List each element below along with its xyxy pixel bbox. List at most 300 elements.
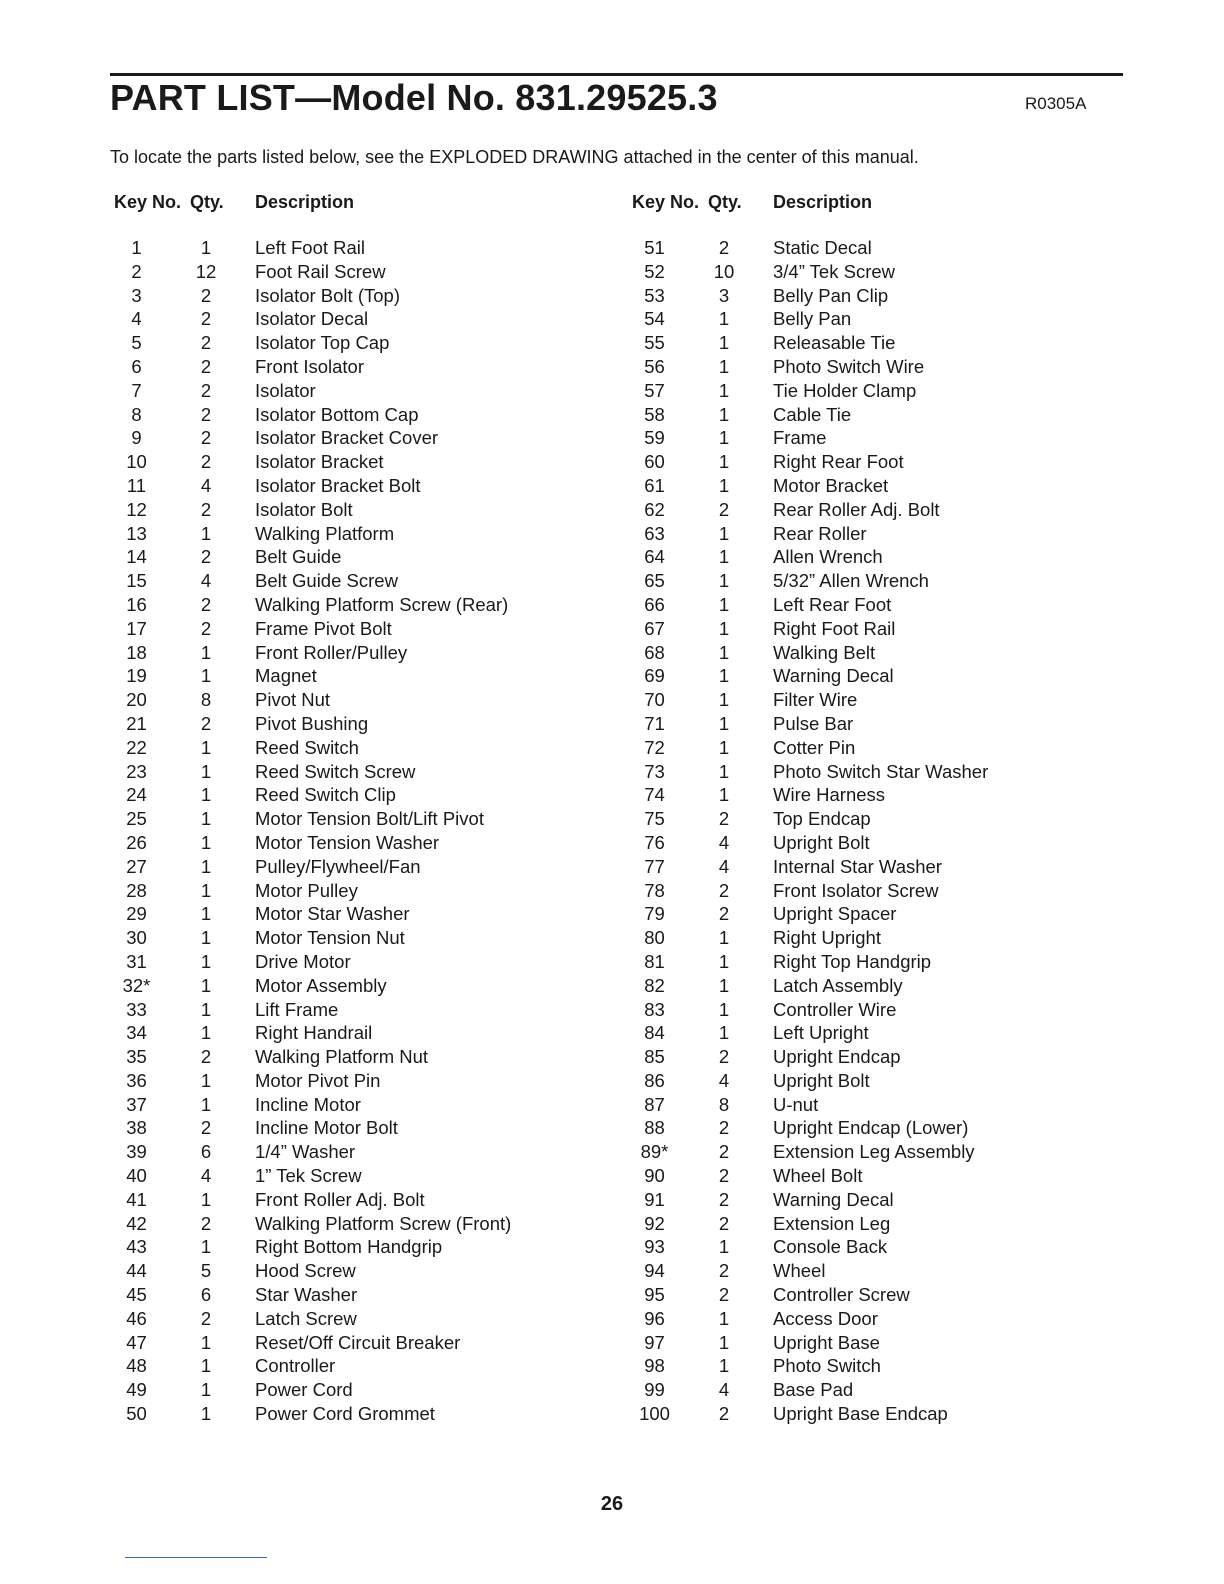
part-key-no: 62: [644, 498, 665, 520]
part-qty: 1: [200, 1022, 212, 1044]
part-key-no: 40: [126, 1165, 147, 1187]
part-qty: 10: [713, 260, 735, 282]
part-description: Allen Wrench: [773, 546, 883, 568]
part-qty: 1: [718, 1331, 730, 1353]
part-description: Pulse Bar: [773, 712, 854, 734]
part-qty: 1: [718, 593, 730, 615]
part-qty: 2: [718, 1046, 730, 1068]
part-qty: 1: [200, 760, 212, 782]
part-description: Internal Star Washer: [773, 855, 942, 877]
part-description: Wire Harness: [773, 784, 886, 806]
part-description: Upright Endcap: [773, 1046, 901, 1068]
part-qty: 1: [718, 784, 730, 806]
part-description: Photo Switch: [773, 1355, 881, 1377]
part-description: Reed Switch: [255, 736, 359, 758]
part-description: Controller Screw: [773, 1284, 910, 1306]
part-qty: 2: [200, 284, 212, 306]
part-key-no: 27: [126, 855, 147, 877]
part-description: Upright Bolt: [773, 1069, 870, 1091]
part-key-no: 36: [126, 1069, 147, 1091]
part-key-no: 79: [644, 903, 665, 925]
part-key-no: 73: [644, 760, 665, 782]
part-key-no: 100: [639, 1403, 670, 1425]
part-qty: 1: [200, 950, 212, 972]
part-key-no: 7: [131, 379, 142, 401]
part-key-no: 35: [126, 1046, 147, 1068]
part-qty: 1: [200, 1403, 212, 1425]
part-qty: 1: [200, 808, 212, 830]
part-key-no: 51: [644, 237, 665, 258]
part-qty: 2: [200, 1046, 212, 1068]
part-key-no: 30: [126, 927, 147, 949]
part-qty: 1: [200, 927, 212, 949]
part-description: Incline Motor Bolt: [255, 1117, 398, 1139]
part-qty: 4: [718, 1069, 730, 1091]
part-key-no: 49: [126, 1379, 147, 1401]
part-qty: 1: [718, 1307, 730, 1329]
part-key-no: 10: [126, 451, 147, 473]
part-qty: 1: [200, 1355, 212, 1377]
part-description: Belly Pan Clip: [773, 284, 889, 306]
part-key-no: 96: [644, 1307, 665, 1329]
part-key-no: 19: [126, 665, 147, 687]
part-description: Power Cord: [255, 1379, 353, 1401]
part-qty: 2: [200, 379, 212, 401]
part-key-no: 94: [644, 1260, 665, 1282]
part-qty: 2: [718, 1188, 730, 1210]
part-key-no: 32*: [122, 974, 151, 996]
part-key-no: 15: [126, 570, 147, 592]
part-description: Right Handrail: [255, 1022, 373, 1044]
part-description: Belt Guide Screw: [255, 570, 398, 592]
part-key-no: 28: [126, 879, 147, 901]
part-key-no: 75: [644, 808, 665, 830]
part-qty: 1: [718, 1022, 730, 1044]
part-description: Left Rear Foot: [773, 593, 892, 615]
part-description: Cable Tie: [773, 403, 852, 425]
part-key-no: 67: [644, 617, 665, 639]
part-qty: 4: [718, 831, 730, 853]
part-qty: 2: [718, 1212, 730, 1234]
part-description: Static Decal: [773, 237, 872, 258]
part-qty: 1: [718, 1236, 730, 1258]
part-qty: 1: [718, 546, 730, 568]
part-description: Photo Switch Star Washer: [773, 760, 989, 782]
part-qty: 2: [718, 1284, 730, 1306]
part-description: Isolator Bolt (Top): [255, 284, 400, 306]
part-qty: 2: [200, 332, 212, 354]
part-qty: 2: [200, 427, 212, 449]
part-description: Front Isolator: [255, 355, 364, 377]
part-description: Isolator Bottom Cap: [255, 403, 419, 425]
part-qty: 1: [718, 522, 730, 544]
part-key-no: 12: [126, 498, 147, 520]
part-description: Isolator Decal: [255, 308, 369, 330]
part-qty: 3: [718, 284, 730, 306]
part-qty: 2: [718, 1260, 730, 1282]
part-qty: 1: [718, 570, 730, 592]
part-qty: 2: [200, 308, 212, 330]
part-key-no: 90: [644, 1165, 665, 1187]
part-key-no: 91: [644, 1188, 665, 1210]
part-key-no: 18: [126, 641, 147, 663]
part-key-no: 88: [644, 1117, 665, 1139]
part-description: Isolator Bracket Bolt: [255, 474, 421, 496]
part-qty: 1: [200, 903, 212, 925]
part-key-no: 48: [126, 1355, 147, 1377]
part-qty: 1: [718, 1355, 730, 1377]
part-description: Reset/Off Circuit Breaker: [255, 1331, 461, 1353]
part-key-no: 53: [644, 284, 665, 306]
part-description: Upright Spacer: [773, 903, 897, 925]
part-qty: 1: [200, 1379, 212, 1401]
part-description: Motor Pulley: [255, 879, 358, 901]
part-description: Warning Decal: [773, 1188, 894, 1210]
part-description: Right Rear Foot: [773, 451, 904, 473]
part-qty: 1: [718, 474, 730, 496]
part-key-no: 46: [126, 1307, 147, 1329]
part-key-no: 55: [644, 332, 665, 354]
part-description: Reed Switch Clip: [255, 784, 396, 806]
part-description: Wheel: [773, 1260, 826, 1282]
part-description: Left Foot Rail: [255, 237, 366, 258]
part-qty: 1: [200, 522, 212, 544]
part-description: Left Upright: [773, 1022, 869, 1044]
part-qty: 2: [200, 498, 212, 520]
part-key-no: 78: [644, 879, 665, 901]
header-qty: Qty.: [190, 192, 224, 212]
part-qty: 2: [718, 1165, 730, 1187]
part-qty: 2: [200, 355, 212, 377]
part-description: Upright Base: [773, 1331, 880, 1353]
part-key-no: 41: [126, 1188, 147, 1210]
part-qty: 1: [200, 641, 212, 663]
part-qty: 1: [200, 879, 212, 901]
part-key-no: 93: [644, 1236, 665, 1258]
part-key-no: 34: [126, 1022, 147, 1044]
part-description: Frame: [773, 427, 827, 449]
part-key-no: 70: [644, 689, 665, 711]
part-qty: 2: [718, 237, 730, 258]
part-qty: 6: [200, 1284, 212, 1306]
part-key-no: 86: [644, 1069, 665, 1091]
part-description: Front Roller Adj. Bolt: [255, 1188, 425, 1210]
part-qty: 1: [200, 1236, 212, 1258]
part-key-no: 42: [126, 1212, 147, 1234]
part-description: Belt Guide: [255, 546, 342, 568]
part-qty: 2: [200, 617, 212, 639]
part-description: Power Cord Grommet: [255, 1403, 435, 1425]
part-key-no: 54: [644, 308, 665, 330]
part-description: Walking Platform Screw (Front): [255, 1212, 512, 1234]
part-key-no: 43: [126, 1236, 147, 1258]
header-description: Description: [773, 192, 873, 212]
part-description: Filter Wire: [773, 689, 858, 711]
part-qty: 1: [718, 927, 730, 949]
part-description: Access Door: [773, 1307, 878, 1329]
part-key-no: 69: [644, 665, 665, 687]
part-description: Pulley/Flywheel/Fan: [255, 855, 421, 877]
part-key-no: 45: [126, 1284, 147, 1306]
part-key-no: 95: [644, 1284, 665, 1306]
part-key-no: 71: [644, 712, 665, 734]
part-key-no: 98: [644, 1355, 665, 1377]
part-qty: 2: [200, 712, 212, 734]
part-qty: 5: [200, 1260, 212, 1282]
part-description: Hood Screw: [255, 1260, 356, 1282]
part-qty: 2: [718, 1403, 730, 1425]
part-qty: 1: [718, 665, 730, 687]
part-qty: 1: [718, 427, 730, 449]
part-description: 1” Tek Screw: [255, 1165, 362, 1187]
part-description: Motor Star Washer: [255, 903, 410, 925]
part-description: Releasable Tie: [773, 332, 896, 354]
part-description: Isolator Bracket: [255, 451, 384, 473]
part-qty: 4: [200, 474, 212, 496]
part-qty: 1: [718, 617, 730, 639]
part-qty: 1: [200, 974, 212, 996]
part-description: Extension Leg Assembly: [773, 1141, 975, 1163]
part-qty: 1: [200, 665, 212, 687]
part-key-no: 2: [131, 260, 142, 282]
part-description: Incline Motor: [255, 1093, 361, 1115]
part-key-no: 74: [644, 784, 665, 806]
part-key-no: 60: [644, 451, 665, 473]
part-description: Motor Bracket: [773, 474, 889, 496]
part-qty: 2: [718, 808, 730, 830]
part-qty: 4: [200, 570, 212, 592]
part-qty: 2: [200, 1307, 212, 1329]
part-key-no: 37: [126, 1093, 147, 1115]
part-qty: 1: [200, 736, 212, 758]
part-qty: 1: [718, 308, 730, 330]
part-key-no: 89*: [640, 1141, 669, 1163]
part-qty: 1: [200, 1093, 212, 1115]
header-description: Description: [255, 192, 355, 212]
part-qty: 2: [200, 593, 212, 615]
part-description: Motor Pivot Pin: [255, 1069, 381, 1091]
part-qty: 2: [718, 498, 730, 520]
page-number: 26: [600, 1493, 624, 1515]
header-key-no: Key No.: [632, 192, 700, 212]
part-qty: 8: [200, 689, 212, 711]
part-description: Frame Pivot Bolt: [255, 617, 392, 639]
part-qty: 1: [200, 1331, 212, 1353]
part-key-no: 38: [126, 1117, 147, 1139]
part-key-no: 82: [644, 974, 665, 996]
part-qty: 4: [718, 1379, 730, 1401]
part-key-no: 16: [126, 593, 147, 615]
part-description: Isolator Bracket Cover: [255, 427, 439, 449]
part-qty: 1: [200, 855, 212, 877]
part-qty: 1: [200, 831, 212, 853]
part-description: Lift Frame: [255, 998, 339, 1020]
part-description: Right Top Handgrip: [773, 950, 932, 972]
part-qty: 1: [718, 712, 730, 734]
part-qty: 2: [200, 451, 212, 473]
part-qty: 2: [200, 1212, 212, 1234]
part-description: Controller: [255, 1355, 336, 1377]
part-key-no: 22: [126, 736, 147, 758]
part-description: Drive Motor: [255, 950, 351, 972]
part-description: Motor Tension Nut: [255, 927, 405, 949]
part-description: Pivot Bushing: [255, 712, 369, 734]
title-rule: [110, 73, 1123, 76]
part-key-no: 9: [131, 427, 142, 449]
part-qty: 1: [718, 355, 730, 377]
part-description: Reed Switch Screw: [255, 760, 416, 782]
part-description: Foot Rail Screw: [255, 260, 386, 282]
part-key-no: 66: [644, 593, 665, 615]
part-key-no: 84: [644, 1022, 665, 1044]
part-description: Wheel Bolt: [773, 1165, 863, 1187]
part-description: Console Back: [773, 1236, 888, 1258]
part-key-no: 47: [126, 1331, 147, 1353]
revision-code: R0305A: [1025, 94, 1087, 113]
part-description: Isolator Top Cap: [255, 332, 390, 354]
part-key-no: 81: [644, 950, 665, 972]
part-description: Star Washer: [255, 1284, 358, 1306]
part-qty: 4: [718, 855, 730, 877]
part-key-no: 80: [644, 927, 665, 949]
part-key-no: 25: [126, 808, 147, 830]
part-qty: 1: [718, 451, 730, 473]
part-description: Tie Holder Clamp: [773, 379, 917, 401]
part-key-no: 58: [644, 403, 665, 425]
part-key-no: 56: [644, 355, 665, 377]
part-key-no: 24: [126, 784, 147, 806]
part-qty: 1: [718, 641, 730, 663]
part-key-no: 65: [644, 570, 665, 592]
part-key-no: 87: [644, 1093, 665, 1115]
part-key-no: 92: [644, 1212, 665, 1234]
part-key-no: 72: [644, 736, 665, 758]
part-description: Belly Pan: [773, 308, 852, 330]
page-title: PART LIST—Model No. 831.29525.3: [110, 77, 718, 118]
part-qty: 1: [718, 950, 730, 972]
part-qty: 8: [718, 1093, 730, 1115]
part-qty: 2: [200, 403, 212, 425]
part-qty: 1: [718, 379, 730, 401]
part-qty: 12: [195, 260, 217, 282]
part-key-no: 57: [644, 379, 665, 401]
part-key-no: 26: [126, 831, 147, 853]
part-description: 5/32” Allen Wrench: [773, 570, 929, 592]
part-description: Isolator Bolt: [255, 498, 353, 520]
part-qty: 2: [718, 903, 730, 925]
part-key-no: 97: [644, 1331, 665, 1353]
part-key-no: 13: [126, 522, 147, 544]
part-qty: 2: [200, 546, 212, 568]
part-qty: 1: [718, 998, 730, 1020]
part-description: Warning Decal: [773, 665, 894, 687]
part-description: Latch Screw: [255, 1307, 357, 1329]
part-key-no: 20: [126, 689, 147, 711]
part-key-no: 31: [126, 950, 147, 972]
part-key-no: 11: [126, 474, 147, 496]
part-key-no: 50: [126, 1403, 147, 1425]
part-key-no: 1: [131, 237, 142, 258]
part-key-no: 29: [126, 903, 147, 925]
part-key-no: 14: [126, 546, 147, 568]
part-description: U-nut: [773, 1093, 819, 1115]
header-qty: Qty.: [708, 192, 742, 212]
part-description: Right Bottom Handgrip: [255, 1236, 443, 1258]
part-key-no: 68: [644, 641, 665, 663]
part-description: Right Foot Rail: [773, 617, 896, 639]
part-key-no: 76: [644, 831, 665, 853]
part-qty: 1: [718, 760, 730, 782]
part-key-no: 99: [644, 1379, 665, 1401]
part-description: Motor Tension Washer: [255, 831, 440, 853]
part-description: Extension Leg: [773, 1212, 891, 1234]
part-key-no: 8: [131, 403, 142, 425]
part-qty: 1: [718, 332, 730, 354]
part-description: Controller Wire: [773, 998, 897, 1020]
part-description: Upright Endcap (Lower): [773, 1117, 969, 1139]
part-qty: 1: [200, 998, 212, 1020]
part-qty: 1: [200, 1069, 212, 1091]
part-qty: 2: [718, 879, 730, 901]
part-key-no: 44: [126, 1260, 147, 1282]
part-description: Latch Assembly: [773, 974, 903, 996]
part-qty: 6: [200, 1141, 212, 1163]
part-key-no: 21: [126, 712, 147, 734]
part-key-no: 33: [126, 998, 147, 1020]
part-description: Top Endcap: [773, 808, 871, 830]
part-qty: 1: [718, 403, 730, 425]
part-description: 3/4” Tek Screw: [773, 260, 896, 282]
part-qty: 2: [718, 1117, 730, 1139]
part-key-no: 59: [644, 427, 665, 449]
part-description: Magnet: [255, 665, 317, 687]
part-description: Base Pad: [773, 1379, 854, 1401]
part-key-no: 52: [644, 260, 665, 282]
part-description: Cotter Pin: [773, 736, 856, 758]
part-key-no: 4: [131, 308, 142, 330]
part-description: Motor Assembly: [255, 974, 387, 996]
part-key-no: 6: [131, 355, 142, 377]
part-key-no: 83: [644, 998, 665, 1020]
header-key-no: Key No.: [114, 192, 182, 212]
part-key-no: 61: [644, 474, 665, 496]
part-qty: 1: [200, 784, 212, 806]
part-description: Motor Tension Bolt/Lift Pivot: [255, 808, 484, 830]
part-description: Rear Roller: [773, 522, 867, 544]
part-description: Rear Roller Adj. Bolt: [773, 498, 940, 520]
part-description: Upright Base Endcap: [773, 1403, 948, 1425]
part-key-no: 63: [644, 522, 665, 544]
part-key-no: 5: [131, 332, 142, 354]
part-description: Walking Belt: [773, 641, 876, 663]
part-key-no: 39: [126, 1141, 147, 1163]
part-description: Front Roller/Pulley: [255, 641, 408, 663]
part-qty: 1: [718, 689, 730, 711]
part-key-no: 64: [644, 546, 665, 568]
part-description: Right Upright: [773, 927, 881, 949]
part-description: Pivot Nut: [255, 689, 331, 711]
part-key-no: 23: [126, 760, 147, 782]
intro-text: To locate the parts listed below, see the EXPLODED DRAWING attached in the center of this manual.: [110, 147, 919, 167]
footer-rule: [125, 1557, 267, 1558]
part-description: Isolator: [255, 379, 316, 401]
part-qty: 1: [200, 237, 212, 258]
part-key-no: 77: [644, 855, 665, 877]
part-description: Walking Platform Screw (Rear): [255, 593, 509, 615]
part-description: Walking Platform: [255, 522, 395, 544]
part-key-no: 17: [126, 617, 147, 639]
part-qty: 4: [200, 1165, 212, 1187]
